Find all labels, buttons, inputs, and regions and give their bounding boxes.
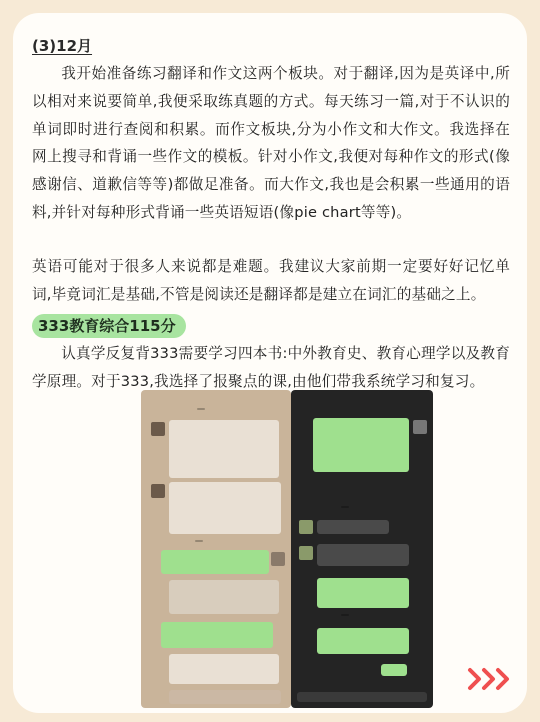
chat-bubble <box>317 520 389 534</box>
chat-bubble <box>317 628 409 654</box>
chat-timestamp <box>195 540 203 542</box>
chat-screenshots <box>141 390 433 708</box>
chat-bubble <box>313 418 409 472</box>
chat-bubble <box>169 420 279 478</box>
content-card <box>13 13 527 713</box>
section-heading-december: (3)12月 <box>32 37 93 55</box>
chat-bubble <box>317 578 409 608</box>
avatar <box>413 420 427 434</box>
chat-bubble <box>169 690 281 704</box>
chat-screenshot-right <box>291 390 433 708</box>
chat-bubble <box>317 544 409 566</box>
chat-bubble <box>161 622 273 648</box>
chat-bubble <box>297 692 427 702</box>
chat-timestamp <box>197 408 205 410</box>
article-body <box>32 35 510 396</box>
chat-timestamp <box>341 506 349 508</box>
triple-chevron-right-icon <box>467 667 513 695</box>
paragraph-333-books: 认真学反复背333需要学习四本书:中外教育史、教育心理学以及教育学原理。对于333,我选择了报聚点的课,由他们带我系统学习和复习。 <box>32 345 510 391</box>
paragraph-translation-writing: 我开始准备练习翻译和作文这两个板块。对于翻译,因为是英译中,所以相对来说要简单,我便采取练真题的方式。每天练习一篇,对于不认识的单词即时进行查阅和积累。而作文板块,分为小作文和大作文。我选择在网上搜寻和背诵一些作文的模板。针对小作文,我便对每种作文的形式(像感谢信、道歉信等等)都做足准备。而大作文,我也是会积累一些通用的语料,并针对每种形式背诵一些英语短语(像pie chart等等)。 <box>32 65 510 221</box>
chat-bubble <box>381 664 407 676</box>
chat-screenshot-left <box>141 390 291 708</box>
avatar <box>299 520 313 534</box>
avatar <box>271 552 285 566</box>
section-heading-333: 333教育综合115分 <box>32 314 186 338</box>
paragraph-vocabulary-advice: 英语可能对于很多人来说都是难题。我建议大家前期一定要好好记忆单词,毕竟词汇是基础,不管是阅读还是翻译都是建立在词汇的基础之上。 <box>32 257 510 303</box>
paragraph-spacer <box>32 227 510 253</box>
chat-bubble <box>169 482 281 534</box>
chat-bubble <box>169 654 279 684</box>
chat-timestamp <box>341 614 349 616</box>
avatar <box>151 422 165 436</box>
chat-bubble <box>161 550 269 574</box>
chat-bubble <box>169 580 279 614</box>
avatar <box>299 546 313 560</box>
avatar <box>151 484 165 498</box>
